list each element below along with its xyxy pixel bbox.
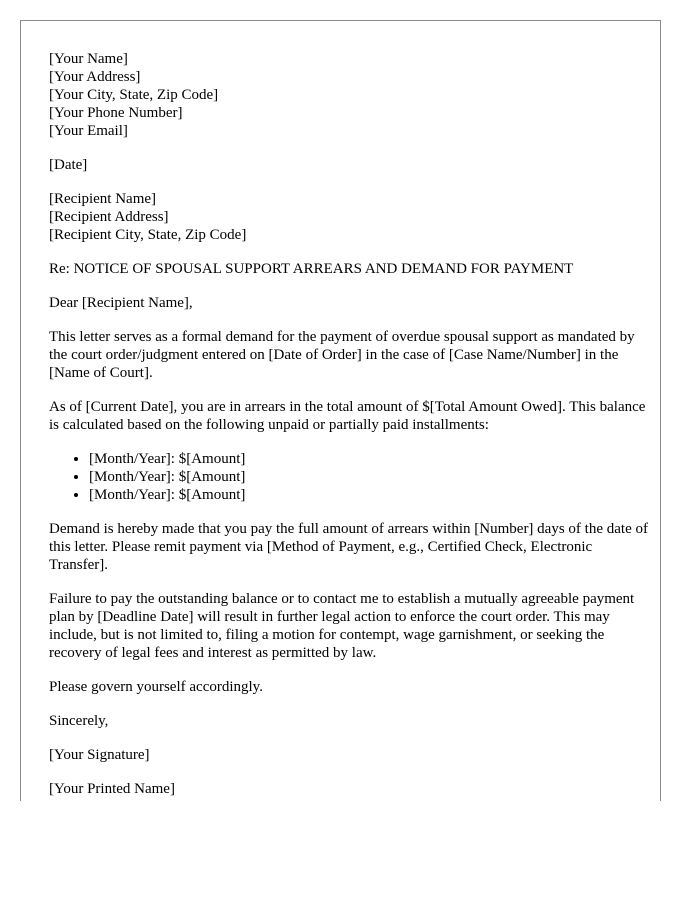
govern-paragraph: Please govern yourself accordingly. <box>49 679 263 695</box>
letter-date: [Date] <box>49 157 88 173</box>
recipient-address: [Recipient Address] <box>49 209 169 225</box>
list-item: • [Month/Year]: $[Amount] <box>89 468 649 486</box>
sender-address: [Your Address] <box>49 69 141 85</box>
arrears-paragraph: As of [Current Date], you are in arrears in the total amount of $[Total Amount Owed]. This balance is calculated based on the following unpaid or partially paid installments: <box>49 399 646 433</box>
signature: [Your Signature] <box>49 747 150 763</box>
installments-list <box>49 450 649 504</box>
letter-page <box>20 20 661 801</box>
sender-city-state-zip: [Your City, State, Zip Code] <box>49 87 219 103</box>
demand-paragraph: Demand is hereby made that you pay the full amount of arrears within [Number] days of the date of this letter. Please remit payment via [Method of Payment, e.g., Certified Check, Electronic Transfer]. <box>49 521 648 573</box>
recipient-block <box>49 190 649 244</box>
subject-line: Re: NOTICE OF SPOUSAL SUPPORT ARREARS AND DEMAND FOR PAYMENT <box>49 261 574 277</box>
recipient-city-state-zip: [Recipient City, State, Zip Code] <box>49 227 247 243</box>
letter-content <box>49 50 649 798</box>
sender-block <box>49 50 649 140</box>
recipient-name: [Recipient Name] <box>49 191 157 207</box>
consequences-paragraph: Failure to pay the outstanding balance or to contact me to establish a mutually agreeable payment plan by [Deadline Date] will result in further legal action to enforce the court order. This may include, but is not limited to, filing a motion for contempt, wage garnishment, or seeking the recovery of legal fees and interest as permitted by law. <box>49 591 635 661</box>
salutation: Dear [Recipient Name], <box>49 295 193 311</box>
printed-name: [Your Printed Name] <box>49 781 175 797</box>
list-item: • [Month/Year]: $[Amount] <box>89 486 649 504</box>
closing: Sincerely, <box>49 713 109 729</box>
list-item: • [Month/Year]: $[Amount] <box>89 450 649 468</box>
sender-name: [Your Name] <box>49 51 128 67</box>
sender-email: [Your Email] <box>49 123 128 139</box>
intro-paragraph: This letter serves as a formal demand for the payment of overdue spousal support as mandated by the court order/judgment entered on [Date of Order] in the case of [Case Name/Number] in the [Name of Court]. <box>49 329 635 381</box>
sender-phone: [Your Phone Number] <box>49 105 183 121</box>
